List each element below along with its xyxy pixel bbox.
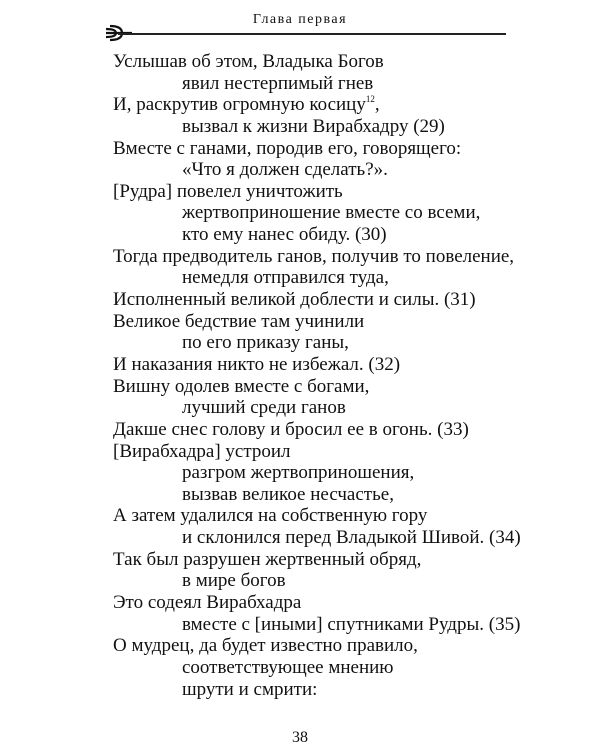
verse-line-text: «Что я должен сделать?».: [182, 159, 388, 181]
verse-line-text: разгром жертвоприношения,: [182, 462, 415, 484]
verse-line: [113, 657, 593, 679]
footnote-marker[interactable]: 12: [365, 94, 375, 105]
verse-line: [113, 549, 593, 571]
verse-line: [113, 614, 593, 636]
verse-line-text: в мире богов: [182, 570, 286, 592]
verse-line-text: явил нестерпимый гнев: [182, 72, 374, 94]
verse-line: [113, 592, 593, 614]
verse-line-text: вместе с [иными] спутниками Рудры. (35): [182, 613, 521, 635]
verse-line: [113, 311, 593, 333]
verse-line: [113, 246, 593, 268]
verse-line-text: [Вирабхадра] устроил: [113, 440, 291, 462]
verse-line-text: и склонился перед Владыкой Шивой. (34): [182, 527, 521, 549]
verse-line: [113, 181, 593, 203]
verse-line-text: Великое бедствие там учинили: [113, 310, 365, 332]
verse-line-text: А затем удалился на собственную гору: [113, 505, 428, 527]
punctuation: ,: [374, 94, 380, 116]
verse-line-text: Услышав об этом, Владыка Богов: [113, 51, 384, 72]
verse-line: [113, 354, 593, 376]
header-rule: [118, 33, 506, 35]
verse-line: [113, 397, 593, 419]
verse-line-text: И, раскрутив огромную косицу: [113, 94, 366, 116]
verse-line-text: Вместе с ганами, породив его, говорящего:: [113, 137, 462, 159]
verse-line-text: О мудрец, да будет известно правило,: [113, 635, 418, 657]
running-header: Глава первая: [252, 12, 348, 27]
verse-line: [113, 376, 593, 398]
verse-line: [113, 484, 593, 506]
verse-line-text: жертвоприношение вместе со всеми,: [182, 202, 481, 224]
verse-line: [113, 679, 593, 701]
verse-line: [113, 570, 593, 592]
verse-line: [113, 94, 593, 116]
verse-line-text: соответствующее мнению: [182, 656, 394, 678]
verse-line: [113, 138, 593, 160]
verse-line: [113, 462, 593, 484]
verse-line: [113, 159, 593, 181]
verse-line-text: лучший среди ганов: [182, 397, 346, 419]
verse-line: [113, 419, 593, 441]
verse-line: [113, 289, 593, 311]
verse-line-text: вызвав великое несчастье,: [182, 483, 394, 505]
verse-line-text: кто ему нанес обиду. (30): [182, 224, 387, 246]
verse-line-text: шрути и смрити:: [182, 678, 318, 700]
verse-text: [113, 51, 593, 700]
verse-line-text: Тогда предводитель ганов, получив то повеление,: [113, 245, 515, 267]
verse-line: [113, 527, 593, 549]
verse-line-text: Вишну одолев вместе с богами,: [113, 375, 370, 397]
verse-line: [113, 635, 593, 657]
verse-line: [113, 267, 593, 289]
verse-line: [113, 224, 593, 246]
verse-line-text: вызвал к жизни Вирабхадру (29): [182, 115, 445, 137]
verse-line-text: немедля отправился туда,: [182, 267, 389, 289]
verse-line: [113, 202, 593, 224]
verse-line: [113, 116, 593, 138]
verse-line-text: Исполненный великой доблести и силы. (31): [113, 289, 476, 311]
verse-line: [113, 332, 593, 354]
verse-line: [113, 73, 593, 95]
page-number: 38: [292, 729, 308, 746]
verse-line-text: Так был разрушен жертвенный обряд,: [113, 548, 422, 570]
verse-line: [113, 505, 593, 527]
verse-line-text: [Рудра] повелел уничтожить: [113, 180, 343, 202]
verse-line-text: по его приказу ганы,: [182, 332, 349, 354]
verse-line-text: И наказания никто не избежал. (32): [113, 353, 401, 375]
verse-line-text: Это содеял Вирабхадра: [113, 592, 302, 614]
verse-line: [113, 441, 593, 463]
verse-line: [113, 51, 593, 73]
verse-line-text: Дакше снес голову и бросил ее в огонь. (33): [113, 418, 469, 440]
